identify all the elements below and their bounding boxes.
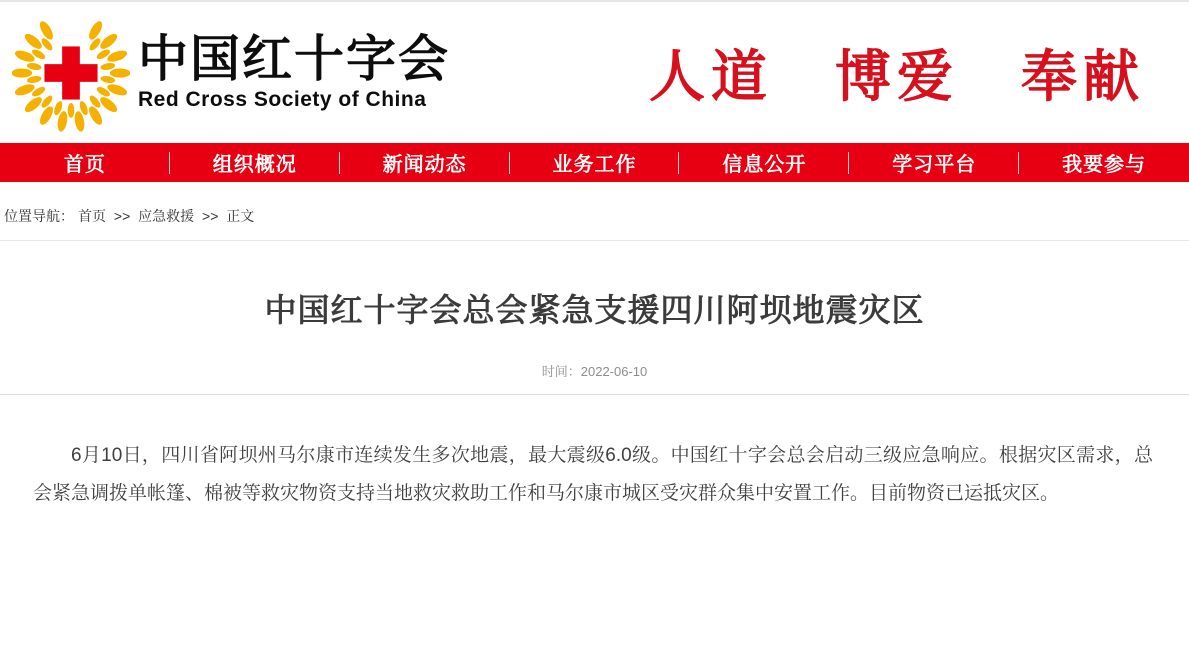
article-header xyxy=(0,241,1189,395)
breadcrumb-separator: >> xyxy=(113,208,131,224)
nav-item-business[interactable]: 业务工作 xyxy=(510,143,680,182)
breadcrumb-prefix: 位置导航： xyxy=(4,208,74,224)
nav-item-participate[interactable]: 我要参与 xyxy=(1062,154,1147,176)
main-nav xyxy=(0,143,1189,182)
breadcrumb-item-emergency-rescue[interactable]: 应急救援 xyxy=(138,208,195,224)
breadcrumb-separator: >> xyxy=(202,208,219,224)
nav-item-learning[interactable]: 学习平台 xyxy=(849,143,1019,182)
site-title: 中国红十字会 xyxy=(138,31,450,88)
article-date: 2022-06-10 xyxy=(580,364,648,379)
article-paragraph: 6月10日，四川省阿坝州马尔康市连续发生多次地震，最大震级6.0级。中国红十字会总会启动三级应急响应。根据灾区需求，总会紧急调拨单帐篷、棉被等救灾物资支持当地救灾救助工作和马尔康市城区受灾群众集中安置工作。目前物资已运抵灾区。 xyxy=(33,445,1153,504)
article xyxy=(0,241,1189,513)
breadcrumb-item-current: 正文 xyxy=(226,208,255,224)
breadcrumb xyxy=(0,182,1189,241)
site-header xyxy=(0,2,1189,143)
article-body xyxy=(33,437,1153,513)
article-meta-label: 时间： xyxy=(541,364,581,379)
article-meta xyxy=(0,361,1189,380)
breadcrumb-item-home[interactable]: 首页 xyxy=(78,208,106,224)
nav-item-disclosure[interactable]: 信息公开 xyxy=(679,143,849,182)
article-title: 中国红十字会总会紧急支援四川阿坝地震灾区 xyxy=(264,292,925,328)
slogan-text: 人道 博爱 奉献 xyxy=(649,46,1145,109)
site-logo[interactable] xyxy=(12,14,450,132)
red-cross-emblem-icon xyxy=(12,14,130,132)
nav-item-news[interactable]: 新闻动态 xyxy=(340,143,510,182)
nav-item-home[interactable]: 首页 xyxy=(0,143,170,182)
nav-item-organization[interactable]: 组织概况 xyxy=(170,143,340,182)
site-subtitle: Red Cross Society of China xyxy=(138,87,427,111)
